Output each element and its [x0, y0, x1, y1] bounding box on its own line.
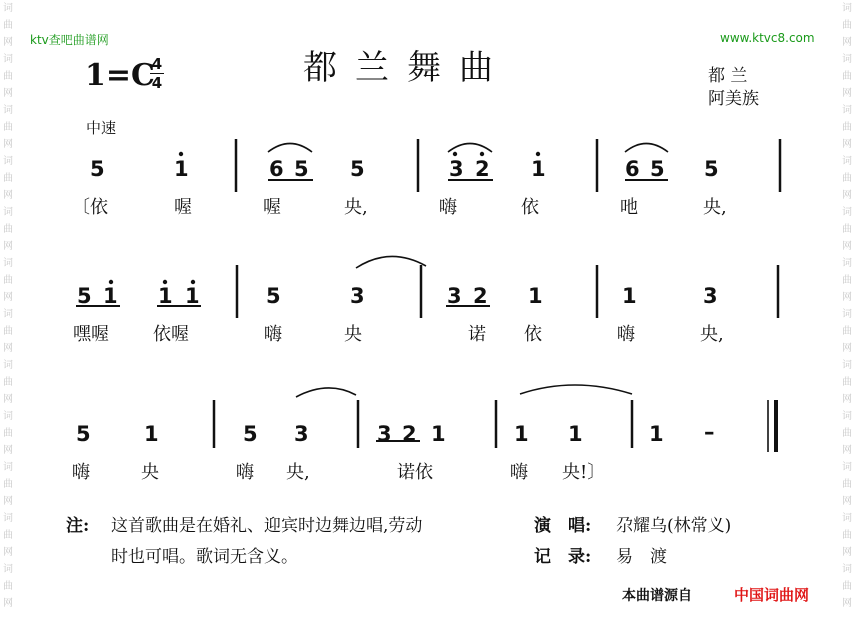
note: 1: [514, 422, 529, 446]
tempo-marking: 中速: [86, 119, 117, 137]
note: 5: [294, 157, 309, 181]
note: 1: [531, 157, 546, 181]
note-line-1: 这首歌曲是在婚礼、迎宾时边舞边唱,劳动: [111, 516, 423, 536]
note: 6: [625, 157, 640, 181]
note: 5: [704, 157, 719, 181]
lyric: 嗨: [236, 462, 254, 483]
note: 3: [703, 284, 718, 308]
note: 1: [528, 284, 543, 308]
note: 3: [294, 422, 309, 446]
note-dash: –: [704, 420, 715, 444]
credit-region: 都 兰: [708, 66, 748, 86]
note: 3: [449, 157, 464, 181]
credit-ethnic: 阿美族: [708, 89, 759, 109]
site-label-left: ktv查吧曲谱网: [30, 33, 109, 47]
lyric: 嗨: [510, 462, 528, 483]
slurs: [268, 144, 668, 398]
singer-name: 尕耀乌(林常义): [616, 516, 732, 536]
lyric: 依: [524, 324, 542, 345]
lyric: 嗨: [72, 462, 90, 483]
lyric: 喔: [174, 197, 192, 218]
recorder-label: 记 录:: [534, 547, 592, 567]
time-signature-bottom: 4: [151, 74, 163, 92]
note: 3: [447, 284, 462, 308]
note: 3: [350, 284, 365, 308]
note: 1: [103, 284, 118, 308]
note: 2: [473, 284, 488, 308]
note: 1: [144, 422, 159, 446]
watermark-left: 词曲网词曲网词曲网词曲网词曲网词曲网词曲网词曲网词曲网词曲网词曲网词曲网: [3, 3, 13, 609]
note-label: 注:: [66, 516, 90, 536]
lyric: 央,: [344, 197, 368, 218]
barlines: [214, 139, 780, 448]
note: 5: [77, 284, 92, 308]
note: 5: [90, 157, 105, 181]
song-title: 都兰舞曲: [303, 48, 511, 88]
note: 5: [266, 284, 281, 308]
lyric: 央!〕: [562, 462, 606, 483]
note: 3: [377, 422, 392, 446]
lyric: 诺: [468, 324, 486, 345]
lyric: 嘿喔: [73, 324, 109, 345]
note-line-2: 时也可唱。歌词无含义。: [111, 547, 298, 567]
note: 5: [650, 157, 665, 181]
recorder-name: 易 渡: [616, 547, 667, 567]
note: 6: [269, 157, 284, 181]
final-barline: [768, 400, 776, 452]
lyric: 依喔: [153, 324, 189, 345]
source-site-link[interactable]: 中国词曲网: [734, 586, 810, 604]
note: 2: [402, 422, 417, 446]
lyric: 央: [344, 324, 362, 345]
lyric: 央,: [703, 197, 727, 218]
lyric: 诺依: [397, 462, 433, 483]
lyric: 嗨: [617, 324, 635, 345]
note: 1: [622, 284, 637, 308]
note: 1: [431, 422, 446, 446]
key-signature: 1=C: [85, 58, 155, 93]
singer-label: 演 唱:: [534, 516, 592, 536]
lyric: 喔: [263, 197, 281, 218]
note: 1: [649, 422, 664, 446]
time-signature-top: 4: [151, 55, 163, 73]
note: 5: [350, 157, 365, 181]
note: 1: [568, 422, 583, 446]
lyric: 央,: [286, 462, 310, 483]
lyric: 央,: [700, 324, 724, 345]
lyric: 嗨: [439, 197, 457, 218]
note: 2: [475, 157, 490, 181]
lyric: 央: [141, 462, 159, 483]
source-text: 本曲谱源自: [622, 588, 692, 604]
note: 1: [185, 284, 200, 308]
note: 5: [243, 422, 258, 446]
note: 1: [158, 284, 173, 308]
lyric: 依: [521, 197, 539, 218]
note: 1: [174, 157, 189, 181]
lyric: 〔依: [72, 197, 108, 218]
watermark-right: 词曲网词曲网词曲网词曲网词曲网词曲网词曲网词曲网词曲网词曲网词曲网词曲网: [842, 3, 852, 609]
underlines: [76, 180, 668, 441]
note: 5: [76, 422, 91, 446]
lyric: 吔: [620, 197, 638, 218]
lyric: 嗨: [264, 324, 282, 345]
site-label-right: www.ktvc8.com: [720, 31, 815, 45]
